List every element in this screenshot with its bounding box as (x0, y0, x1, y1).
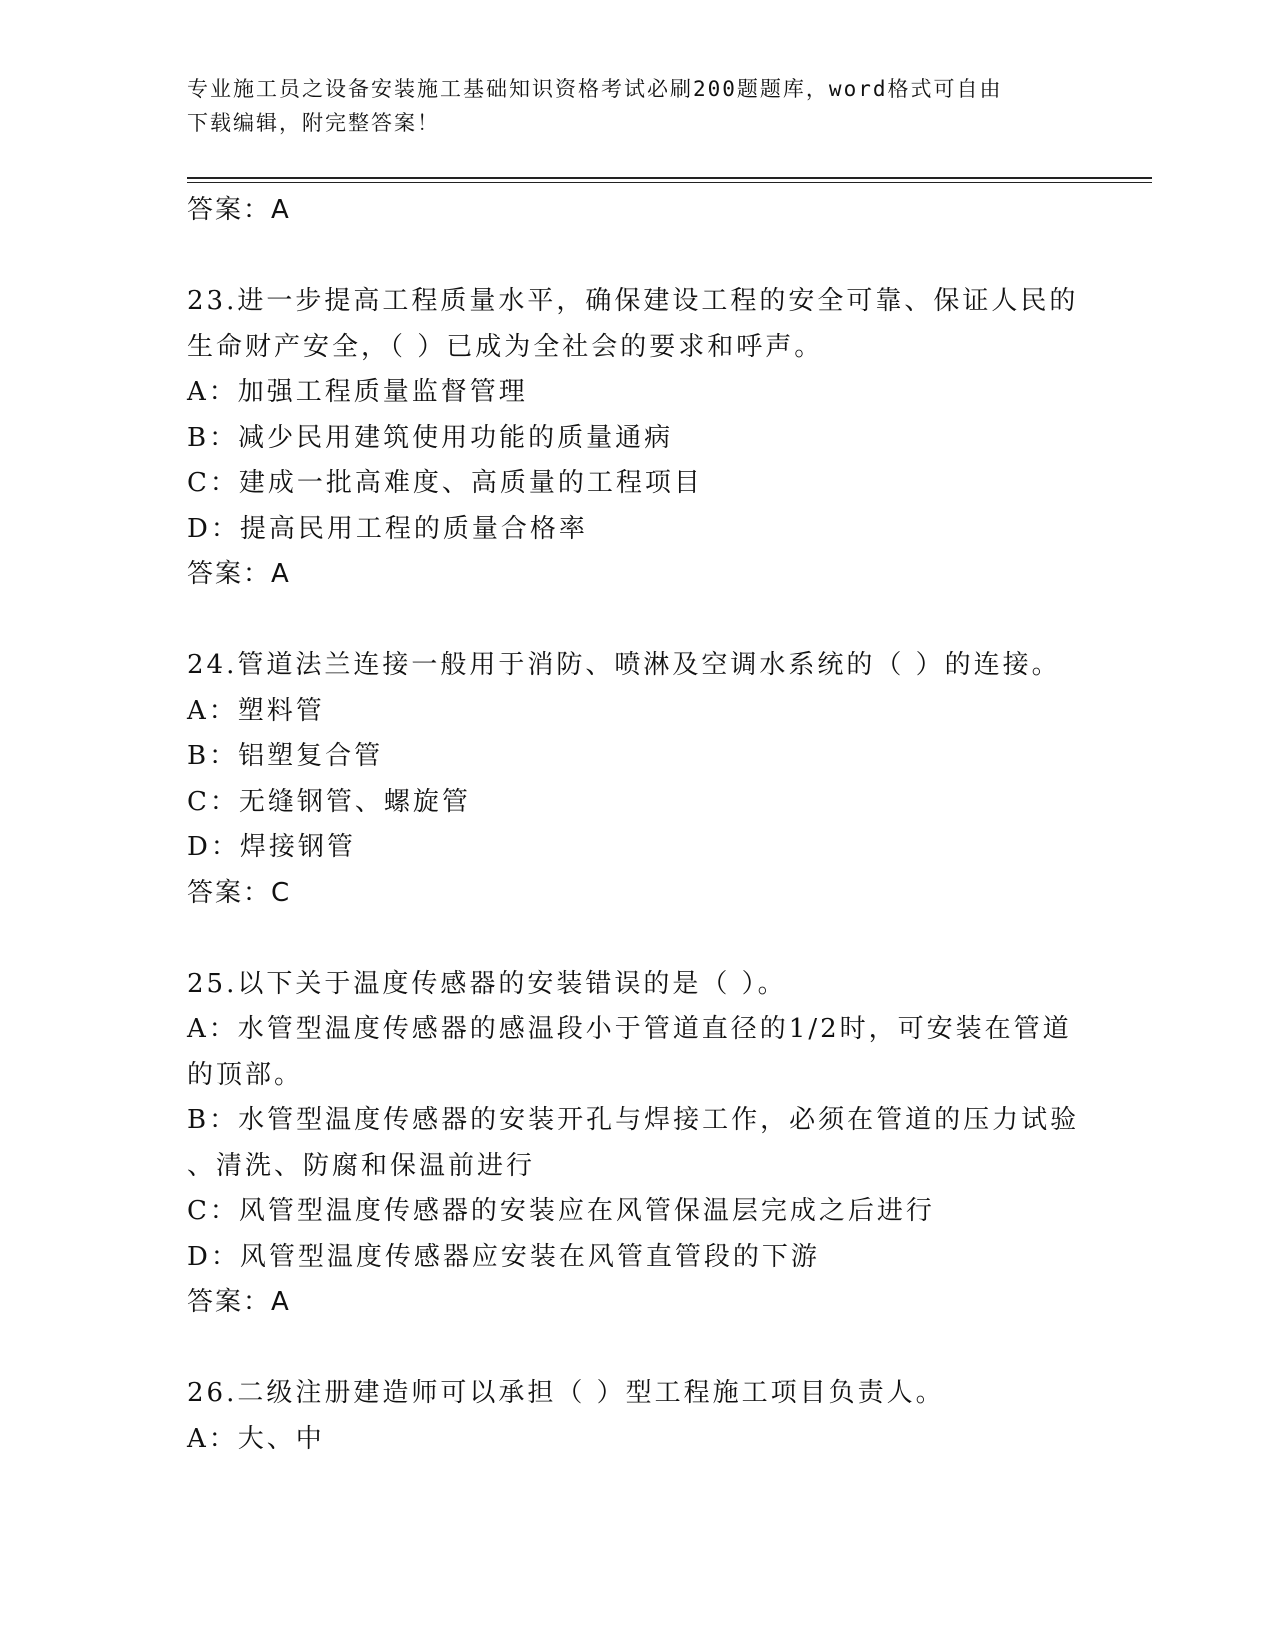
page-header (187, 72, 1067, 140)
spacer (187, 234, 1087, 280)
answer-line: 答案：C (187, 877, 292, 908)
header-divider-thick (187, 177, 1152, 179)
question-stem: 26.二级注册建造师可以承担（ ）型工程施工项目负责人。 (187, 1378, 945, 1408)
header-line-1: 专业施工员之设备安装施工基础知识资格考试必刷200题题库，word格式可自由 (187, 77, 1003, 101)
spacer (187, 916, 1087, 962)
spacer (187, 598, 1087, 644)
option-c: C：风管型温度传感器的安装应在风管保温层完成之后进行 (187, 1196, 935, 1226)
option-b-cont: 、清洗、防腐和保温前进行 (187, 1150, 536, 1181)
option-c: C：建成一批高难度、高质量的工程项目 (187, 468, 703, 498)
option-b: B：铝塑复合管 (187, 741, 384, 771)
question-block-24 (187, 643, 1087, 916)
answer-line: 答案：A (187, 559, 291, 589)
question-stem: 24.管道法兰连接一般用于消防、喷淋及空调水系统的（ ）的连接。 (187, 650, 1061, 680)
document-body (187, 188, 1087, 1462)
question-block-26 (187, 1371, 1087, 1462)
answer-line: 答案：A (187, 195, 291, 225)
option-d: D：焊接钢管 (187, 832, 356, 862)
answer-line: 答案：A (187, 1287, 291, 1317)
option-b: B：减少民用建筑使用功能的质量通病 (187, 422, 674, 453)
question-stem: 23.进一步提高工程质量水平，确保建设工程的安全可靠、保证人民的 (187, 286, 1079, 316)
option-a: A：加强工程质量监督管理 (187, 377, 528, 407)
option-d: D：提高民用工程的质量合格率 (187, 513, 588, 544)
option-b: B：水管型温度传感器的安装开孔与焊接工作，必须在管道的压力试验 (187, 1105, 1080, 1135)
question-stem: 25.以下关于温度传感器的安装错误的是（ ）。 (187, 968, 787, 999)
option-d: D：风管型温度传感器应安装在风管直管段的下游 (187, 1241, 820, 1272)
option-a: A：水管型温度传感器的感温段小于管道直径的1/2时，可安装在管道 (187, 1014, 1072, 1044)
question-block-25 (187, 962, 1087, 1326)
option-a: A：塑料管 (187, 695, 325, 726)
question-block-23 (187, 279, 1087, 598)
spacer (187, 1326, 1087, 1372)
header-divider-thin (187, 182, 1152, 183)
header-line-2: 下载编辑，附完整答案！ (187, 111, 440, 135)
question-stem-cont: 生命财产安全，（ ）已成为全社会的要求和呼声。 (187, 331, 824, 362)
option-a-cont: 的顶部。 (187, 1059, 304, 1090)
option-a: A：大、中 (187, 1423, 325, 1454)
option-c: C：无缝钢管、螺旋管 (187, 786, 471, 817)
